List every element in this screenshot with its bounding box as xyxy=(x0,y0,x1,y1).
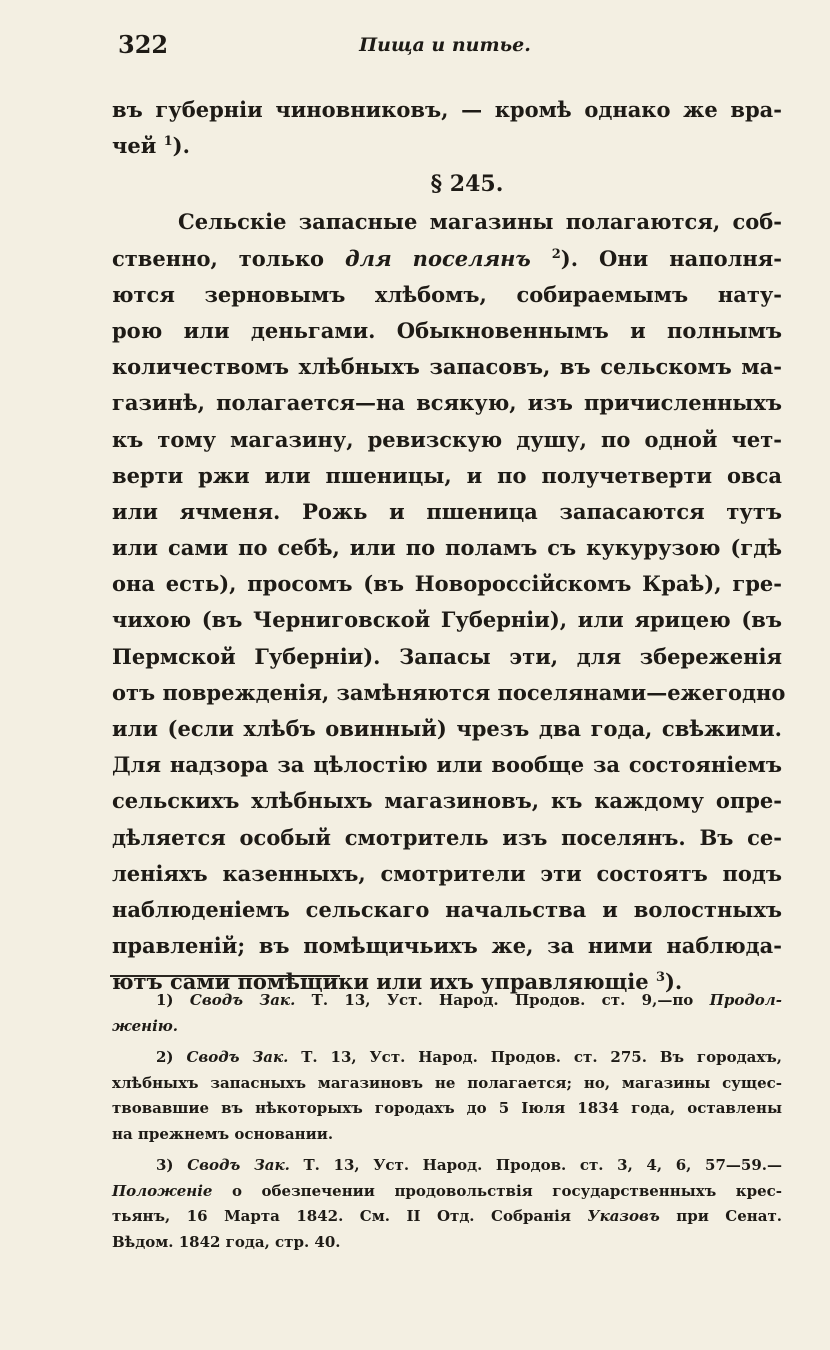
text-fragment: ютъ сами помѣщики или ихъ управляющіе xyxy=(112,969,656,995)
text-line: она есть), просомъ (въ Новороссійскомъ Краѣ), гре- xyxy=(112,571,782,597)
text-line: леніяхъ казенныхъ, смотрители эти состоятъ подъ xyxy=(112,860,782,886)
footnote-line: Вѣдом. 1842 года, стр. 40. xyxy=(112,1232,341,1251)
footnote-mark: 1) xyxy=(156,991,174,1009)
text-fragment: о обезпечении продовольствія государственныхъ крес- xyxy=(212,1181,782,1200)
emphasis: для поселянъ xyxy=(345,245,531,271)
footnote-ref: 2 xyxy=(551,246,561,262)
text-fragment: при Сенат. xyxy=(659,1207,783,1225)
page-number: 322 xyxy=(118,30,169,59)
footnote-line xyxy=(112,1204,782,1230)
footnote-line xyxy=(112,1179,782,1205)
footnote-line xyxy=(112,1045,782,1071)
footnote-line: твовавшие въ нѣкоторыхъ городахъ до 5 Іюля 1834 года, оставлены xyxy=(112,1099,782,1117)
text-line: дѣляется особый смотритель изъ поселянъ. Въ се- xyxy=(112,824,782,850)
text-fragment: ). Они наполня- xyxy=(560,245,782,271)
text-fragment: тьянъ, 16 Марта 1842. См. II Отд. Собранія xyxy=(112,1207,588,1225)
text-line: правленій; въ помѣщичьихъ же, за ними наблюда- xyxy=(112,933,782,959)
emphasis: Указовъ xyxy=(587,1207,660,1225)
text-line: Пермской Губерніи). Запасы эти, для збереженія xyxy=(112,643,782,669)
text-line: Сельскіе запасные магазины полагаются, соб- xyxy=(178,209,782,235)
text-fragment: ственно, только xyxy=(112,245,346,271)
footnote-1 xyxy=(112,988,782,1039)
source-title: Сводъ Зак. xyxy=(189,991,296,1009)
page-header xyxy=(110,30,780,70)
text-fragment: Т. 13, Уст. Народ. Продов. ст. 9,—по xyxy=(295,991,710,1009)
text-line: или сами по себѣ, или по поламъ съ кукурузою (гдѣ xyxy=(112,535,782,561)
text-line: сельскихъ хлѣбныхъ магазиновъ, къ каждому опре- xyxy=(112,788,782,814)
text-line: количествомъ хлѣбныхъ запасовъ, въ сельскомъ ма- xyxy=(112,354,782,380)
footnote-line: хлѣбныхъ запасныхъ магазиновъ не полагается; но, магазины сущес- xyxy=(112,1073,782,1092)
footnote-ref: 3 xyxy=(655,970,665,986)
text-line xyxy=(112,128,782,164)
text-line: рою или деньгами. Обыкновеннымъ и полнымъ xyxy=(112,317,782,343)
text-line: или (если хлѣбъ овинный) чрезъ два года, свѣжими. xyxy=(112,716,782,741)
text-line xyxy=(112,241,782,277)
emphasis: Продол- xyxy=(709,991,782,1009)
text-line: Для надзора за цѣлостію или вообще за состояніемъ xyxy=(112,752,782,778)
text-fragment: ). xyxy=(172,133,190,159)
text-fragment: Т. 13, Уст. Народ. Продов. ст. 275. Въ городахъ, xyxy=(288,1048,782,1066)
footnote-line xyxy=(112,988,782,1014)
footnotes xyxy=(112,988,782,1255)
footnote-divider xyxy=(110,975,340,977)
footnote-3 xyxy=(112,1153,782,1255)
text-line: къ тому магазину, ревизскую душу, по одной чет- xyxy=(112,426,782,452)
footnote-mark: 2) xyxy=(156,1048,174,1066)
text-line: или ячменя. Рожь и пшеница запасаются тутъ xyxy=(112,498,782,524)
source-title: Сводъ Зак. xyxy=(187,1156,290,1174)
footnote-ref: 1 xyxy=(163,134,173,150)
footnote-2 xyxy=(112,1045,782,1147)
text-line: наблюденіемъ сельскаго начальства и волостныхъ xyxy=(112,896,782,922)
running-title: Пища и питье. xyxy=(359,34,531,56)
text-line: ются зерновымъ хлѣбомъ, собираемымъ нату- xyxy=(112,281,782,307)
text-line: въ губерніи чиновниковъ, — кромѣ однако же вра- xyxy=(112,97,782,122)
footnote-line: женію. xyxy=(112,1016,179,1035)
main-text xyxy=(112,92,786,1001)
text-fragment: ). xyxy=(664,969,683,995)
text-line: отъ поврежденія, замѣняются поселянами—ежегодно xyxy=(112,679,786,705)
text-line: газинѣ, полагается—на всякую, изъ причисленныхъ xyxy=(112,390,782,416)
source-title: Сводъ Зак. xyxy=(186,1048,289,1066)
section-heading: § 245. xyxy=(430,171,504,198)
footnote-line xyxy=(112,1153,782,1179)
text-line: верти ржи или пшеницы, и по получетверти овса xyxy=(112,462,782,488)
footnote-line: на прежнемъ основании. xyxy=(112,1124,334,1143)
emphasis: Положеніе xyxy=(112,1181,213,1200)
text-fragment: Т. 13, Уст. Народ. Продов. ст. 3, 4, 6, 57—59.— xyxy=(289,1156,782,1174)
footnote-mark: 3) xyxy=(156,1156,174,1174)
text-fragment: чей xyxy=(112,133,164,159)
text-line: чихою (въ Черниговской Губерніи), или ярицею (въ xyxy=(112,607,782,633)
